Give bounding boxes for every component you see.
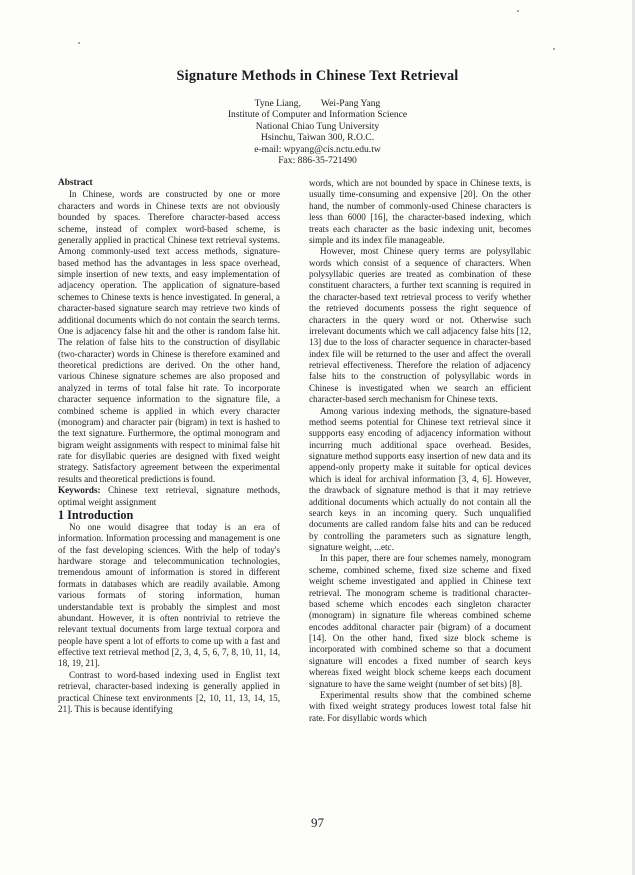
section-heading-introduction: 1 Introduction: [58, 507, 134, 522]
page-number: 97: [311, 815, 324, 830]
author-names: [0, 98, 635, 109]
abstract-heading: Abstract: [58, 178, 93, 188]
scan-speck: [78, 42, 80, 44]
scan-speck: [517, 10, 519, 12]
body-paragraph: Among various indexing methods, the signature-based method seems potential for Chinese text retrieval since it suppports easy encoding of adjacency information without incurring much additional space overhead. Besides, signature method supports easy insertion of new data and its append-only property make it suitable for optical devices which is ideal for archival information [3, 4, 6]. However, the drawback of signature method is that it may retrieve additional documents which actually do not contain all the search keys in an incoming query. Such unqualified documents are called random false hits and can be reduced by controlling the parameters such as signature length, signature weight, ...etc.: [309, 405, 531, 552]
paper-title: Signature Methods in Chinese Text Retrieval: [176, 68, 459, 84]
affiliation-address: Hsinchu, Taiwan 300, R.O.C.: [260, 132, 375, 144]
keywords-label: Keywords:: [58, 485, 101, 496]
abstract-text: In Chinese, words are constructed by one or more characters and words in Chinese texts are not obviously bounded by spaces. Therefore character-based access scheme, instead of complex word-based scheme, is generally applied in practical Chinese text retrieval systems. Among commonly-used text access methods, signature-based method has the advantages in less space overhead, simple insertion of new texts, and easy implementation of adjacency operation. The application of signature-based schemes to Chinese texts is hence investigated. In general, a character-based signature search may retrieve two kinds of additional documents which do not contain the search terms. One is adjacency false hit and the other is random false hit. The relation of false hits to the construction of disyllabic (two-character) words in Chinese is therefore examined and theoretical predictions are derived. On the other hand, various Chinese signature schemes are also proposed and analyzed in terms of total false hit rate. To incorporate character sequence information to the signature file, a combined scheme is applied in which every character (monogram) and character pair (bigram) in text is hashed to the text signature. Furthermore, the optimal monogram and bigram weight assignments with respect to minimal false hit rate for disyllabic queries are designed with fixed weight strategy. Satisfactory agreement between the experimental results and theoretical predictions is found.: [58, 189, 280, 484]
author-name: Tyne Liang,: [254, 98, 301, 109]
keywords-line: [58, 485, 280, 508]
left-column: [58, 178, 280, 715]
affiliation-university: National Chiao Tung University: [255, 120, 380, 132]
intro-paragraph: Contrast to word-based indexing used in Englist text retrieval, character-based indexing is generally applied in practical Chinese text environments [2, 10, 11, 13, 14, 15, 21]. This is because identifying: [58, 669, 280, 714]
author-email: e-mail: wpyang@cis.nctu.edu.tw: [254, 143, 381, 155]
body-paragraph: In this paper, there are four schemes namely, monogram scheme, combined scheme, fixed size scheme and fixed weight scheme investigated and applied in Chinese text retrieval. The monogram scheme is traditional character-based scheme which encodes each singleton character (monogram) in signature file whereas combined scheme encodes additonal character pair (bigram) of a document [14]. On the other hand, fixed size block scheme is incorporated with combined scheme so that a document signature will encodes a fixed number of search keys whereas fixed weight block scheme keeps each document signature to have the same weight (number of set bits) [8].: [309, 553, 531, 689]
scan-speck: [553, 48, 555, 50]
body-paragraph: Experimental results show that the combined scheme with fixed weight strategy produces lowest total false hit rate. For disyllabic words which: [309, 689, 531, 723]
author-name: Wei-Pang Yang: [320, 98, 381, 109]
body-paragraph: words, which are not bounded by space in Chinese texts, is usually time-consuming and expensive [20]. On the other hand, the number of commonly-used Chinese characters is less than 6000 [16], the character-based indexing, which treats each character as the basic indexing unit, becomes simple and its index file manageable.: [309, 178, 531, 245]
intro-paragraph: No one would disagree that today is an era of information. Information processing and management is one of the fast developing sciences. With the help of today's hardware storage and telecommunication technologies, tremendous amount of information is stored in different formats in databases which are readily available. Among various formats of storing information, human understandable text is probably the simplest and most abundant. However, it is often nontrivial to retrieve the relevant textual documents from large textual corpora and people have spent a lot of efforts to come up with a fast and effective text retrieval method [2, 3, 4, 5, 6, 7, 8, 10, 11, 14, 18, 19, 21].: [58, 521, 280, 669]
keywords-text: Chinese text retrieval, signature methods, optimal weight assignment: [58, 485, 280, 507]
author-fax: Fax: 886-35-721490: [278, 155, 357, 167]
affiliation-institute: Institute of Computer and Information Science: [227, 109, 408, 121]
author-block: [0, 98, 635, 166]
body-paragraph: However, most Chinese query terms are polysyllabic words which consist of a sequence of characters. When polysyllabic queries are treated as combination of these constituent characters, a further text scanning is required in the character-based text retrieval process to verify whether the retrieved documents possess the right sequence of characters in the query word or not. Otherwise such irrelevant documents which we call adjacency false hits [12, 13] due to the loss of character sequence in character-based index file will be returned to the user and affect the overall retrieval effectiveness. Therefore the relation of adjacency false hits to the construction of polysyllabic words in Chinese is investigated when we search an efficient character-based serch mechanism for Chinese texts.: [309, 246, 531, 405]
right-column: [309, 178, 531, 724]
